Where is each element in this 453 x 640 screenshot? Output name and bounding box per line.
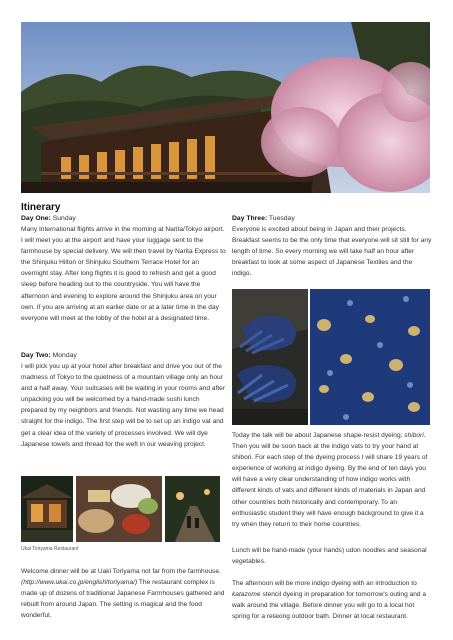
day-one-body: Many International flights arrive in the morning at Narita/Tokyo airport. I will meet you at the airport and have your luggage sent to the farmhouse by special delivery. We will then travel by Narita Express to the Shinjuku Hilton or Shinjuku Southern Terrace Hotel for an overnight stay. After long flights it is good to refresh and get a good sleep before heading out to the countryside. You will have the afternoon and evening to explore around the Shinjuku area on your own. If you are arriving at an earlier date or at a later time in the day everyone will meet at the lobby of the hotel at a designated time. [21, 226, 226, 322]
day-three-label: Day Three: [232, 215, 268, 222]
day-three-afternoon [232, 578, 432, 622]
dinner-text-1: Welcome dinner will be at Uaki Toriyama not far from the farmhouse. [21, 568, 221, 575]
day-one-heading [21, 213, 226, 224]
day-three-heading [232, 213, 432, 224]
day-three-lunch [232, 545, 432, 567]
dinner-text-2: The restaurant complex is made up of dozens of traditional Japanese Farmhouses gathered and rebuilt from around Japan. The setting is magical and the food wonderful. [21, 579, 225, 620]
restaurant-photo-lanterns [21, 476, 73, 542]
day-two-heading [21, 350, 226, 361]
day-three-weekday: Tuesday [268, 215, 295, 222]
day-two-label: Day Two: [21, 352, 51, 359]
afternoon-term-katazome: katazome [232, 591, 261, 599]
day-two-weekday: Monday [52, 352, 77, 359]
talk-paragraph [232, 430, 432, 530]
day-three-talk [232, 430, 432, 530]
talk-text-b: . Then you will be soon back at the indigo vats to try your hand at shibori. For each step of the dyeing process I will share 19 years of experience of working at indigo dyeing. By the end of ten days you will have a very clear understanding of how indigo works with different kinds of vats and different kinds of materials in Japan and other countries both historically and contemporary. To an enthusiastic student they will have enough background to give it a try when they return to their home countries. [232, 432, 428, 528]
day-one-weekday: Sunday [52, 215, 76, 222]
hero-photo-farmhouse-blossoms [21, 22, 430, 193]
page-title: Itinerary [21, 202, 61, 213]
restaurant-url: (http://www.ukai.co.jp/english/toriyama/) [21, 579, 138, 587]
day-two-section [21, 350, 226, 450]
day-three-body: Everyone is excited about being in Japan and their projects. Breakfast seems to be the only time that everyone will sit still for any length of time. So every morning we will take half an hour after breakfast to look at some aspect of Japanese Textiles and the indigo. [232, 226, 432, 278]
photo-caption: Ukai Toriyama Restaurant [21, 546, 79, 552]
lunch-paragraph: Lunch will be hand-made (your hands) udon noodles and seasonal vegetables. [232, 547, 427, 566]
dinner-section [21, 566, 226, 621]
afternoon-text-a: The afternoon will be more indigo dyeing with an introduction to [232, 580, 417, 587]
talk-text-a: Today the talk will be about Japanese shape-resist dyeing, [232, 432, 403, 439]
afternoon-paragraph [232, 578, 432, 622]
talk-term-shibori: shibori [404, 432, 424, 439]
restaurant-photo-path [165, 476, 220, 542]
afternoon-text-b: stencil dyeing in preparation for tomorrow's outing and a walk around the village. Before dinner you will go to a local hot spring for a relaxing outdoor bath. Dinner at local restaurant. [232, 591, 427, 621]
day-one-label: Day One: [21, 215, 51, 222]
restaurant-photo-meal [76, 476, 162, 542]
shibori-fabric-photo [310, 289, 430, 425]
indigo-hands-photo [232, 289, 308, 425]
dinner-paragraph [21, 566, 226, 621]
day-one-section [21, 213, 226, 324]
day-two-body: I will pick you up at your hotel after breakfast and drive you out of the madness of Tokyo to the quietness of a mountain village only an hour and a half away. Your suitcases will be waiting in your rooms and after unpacking you will be welcomed by a hand-made sushi lunch prepared by my neighbors and friends. Not wasting any time we head straight for the indigo. The first step will be to set up an indigo vat and get a clear idea of the variety of processes involved. We will dye Japanese towels and thread for the weft in our weaving project. [21, 363, 226, 448]
day-three-section [232, 213, 432, 279]
